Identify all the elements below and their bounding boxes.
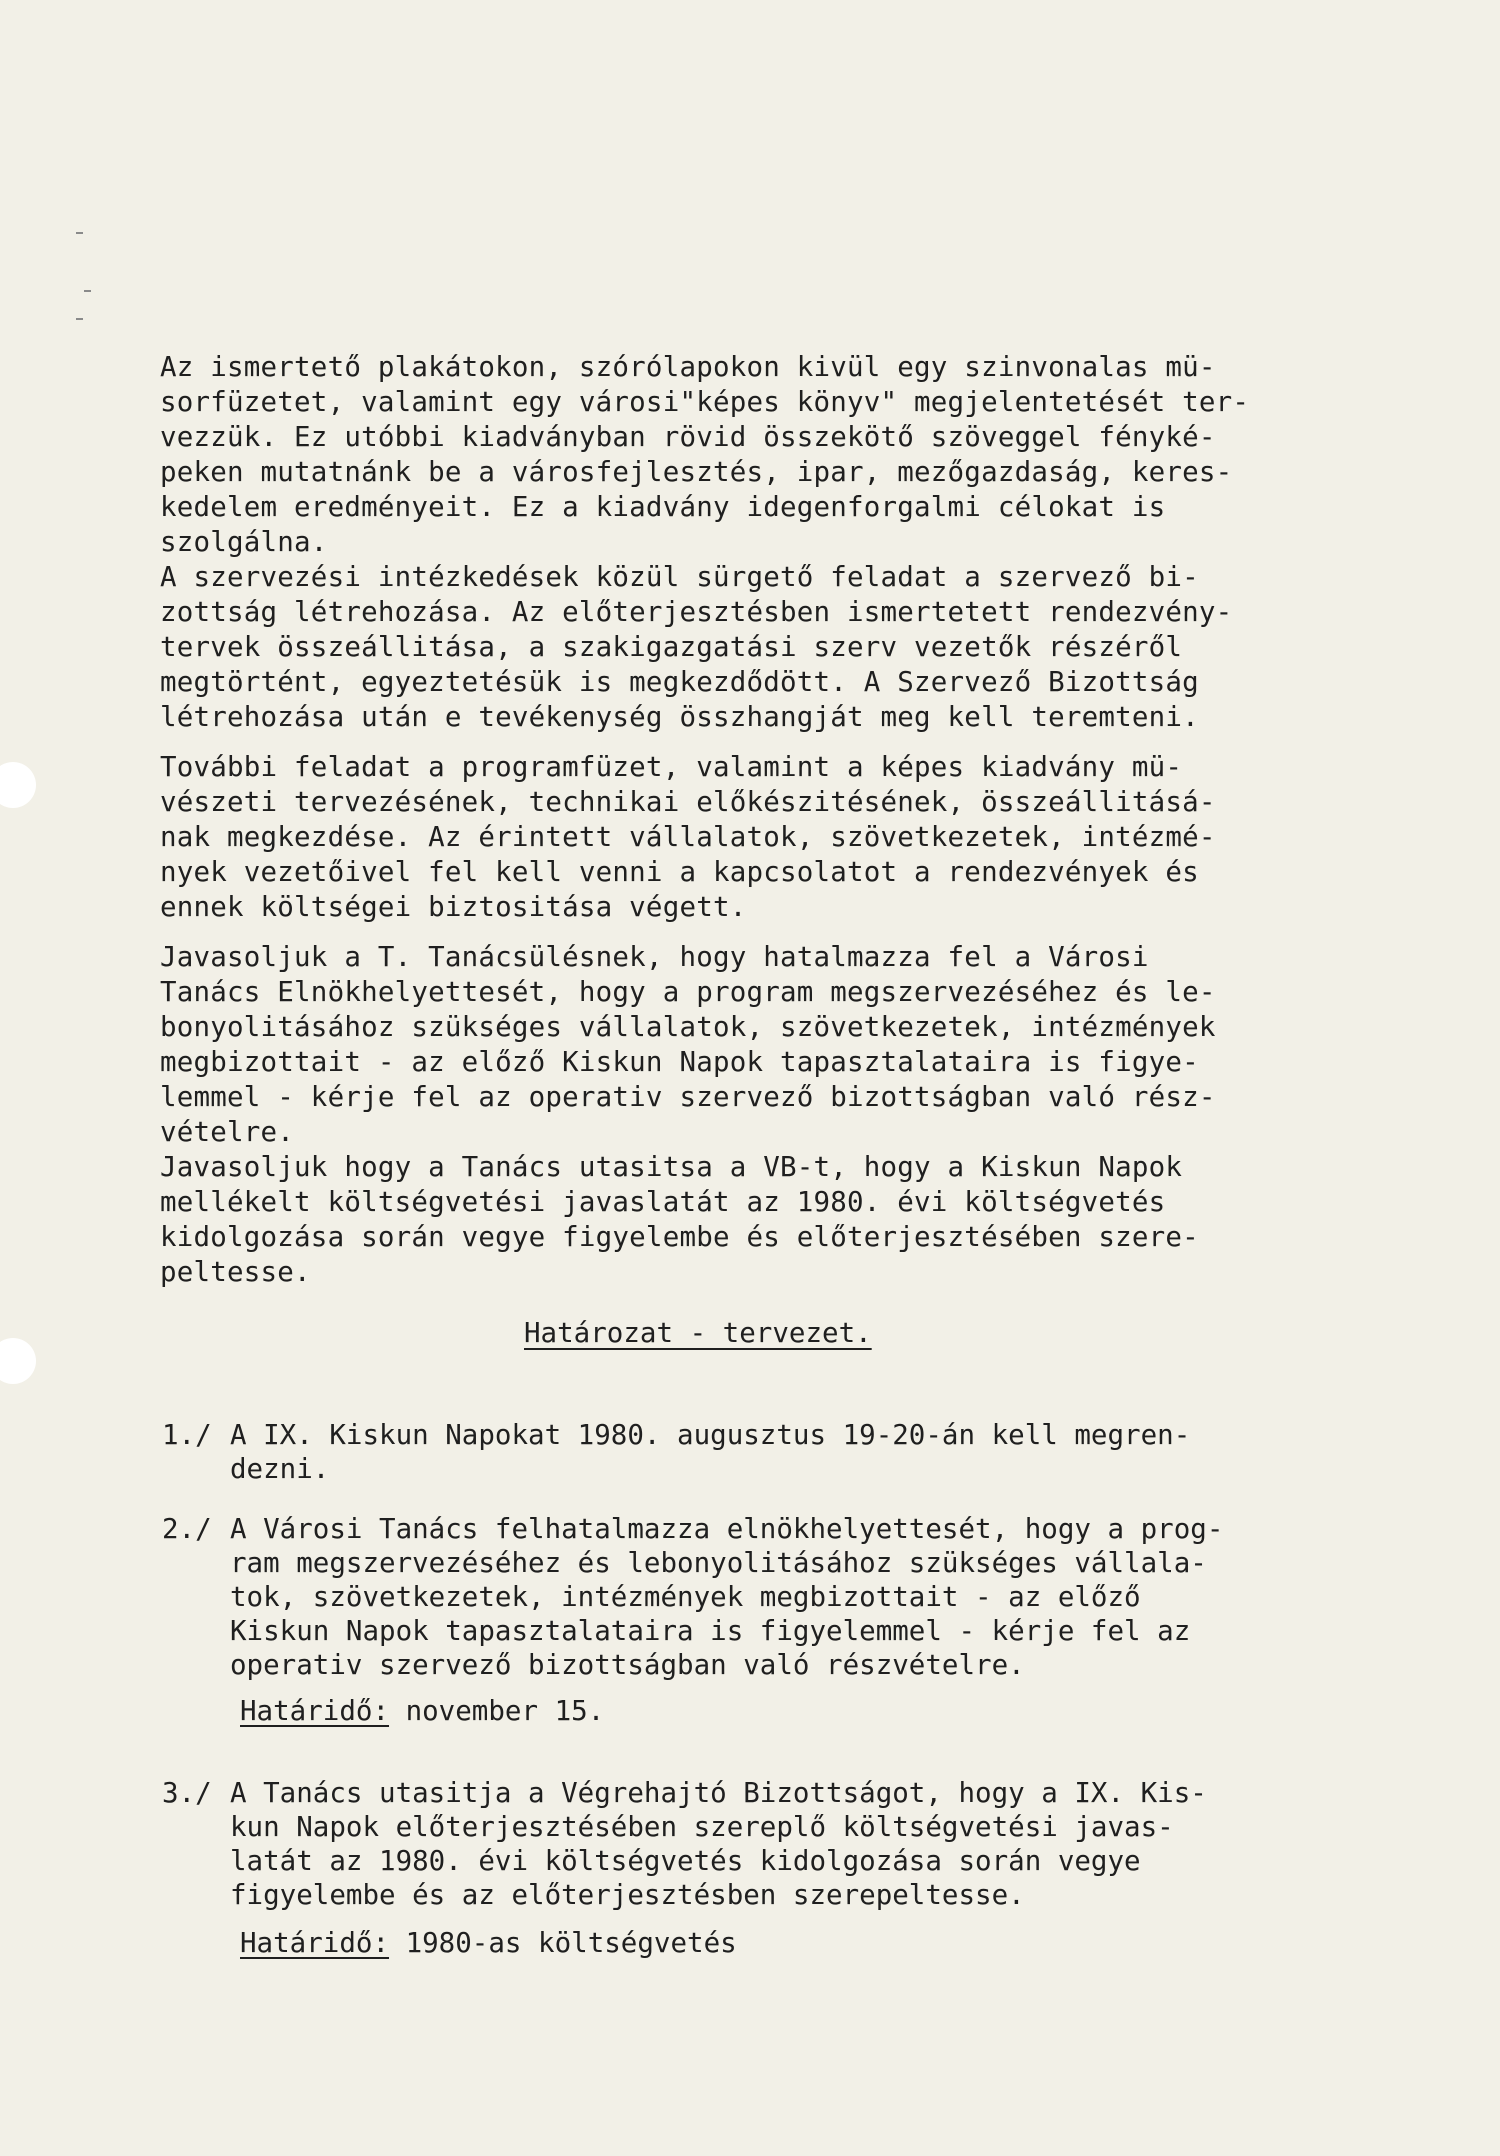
text-line: kidolgozása során vegye figyelembe és előterjesztésében szere- <box>160 1221 1199 1253</box>
text-line: A IX. Kiskun Napokat 1980. augusztus 19-20-án kell megren- <box>230 1419 1191 1451</box>
text-line: operativ szervező bizottságban való részvételre. <box>230 1649 1025 1681</box>
text-line: ennek költségei biztositása végett. <box>160 891 747 923</box>
text-line: peken mutatnánk be a városfejlesztés, ipar, mezőgazdaság, keres- <box>160 456 1233 488</box>
text-line: latát az 1980. évi költségvetés kidolgozása során vegye <box>230 1845 1141 1877</box>
text-line: nak megkezdése. Az érintett vállalatok, szövetkezetek, intézmé- <box>160 821 1216 853</box>
item-number: 2./ <box>162 1513 212 1545</box>
text-line: nyek vezetőivel fel kell venni a kapcsolatot a rendezvények és <box>160 856 1199 888</box>
paragraph-further-tasks <box>160 750 1216 925</box>
text-line: A Tanács utasitja a Végrehajtó Bizottságot, hogy a IX. Kis- <box>230 1777 1207 1809</box>
text-line: vezzük. Ez utóbbi kiadványban rövid összekötő szöveggel fényké- <box>160 421 1216 453</box>
text-line: Tanács Elnökhelyettesét, hogy a program megszervezéséhez és le- <box>160 976 1216 1008</box>
deadline-value: november 15. <box>389 1695 605 1727</box>
item-number: 3./ <box>162 1777 212 1809</box>
item-number: 1./ <box>162 1419 212 1451</box>
text-line: lemmel - kérje fel az operativ szervező bizottságban való rész- <box>160 1081 1216 1113</box>
item-text <box>230 1418 1190 1486</box>
margin-mark <box>76 232 83 234</box>
text-line: kun Napok előterjesztésében szereplő költségvetési javas- <box>230 1811 1174 1843</box>
margin-mark <box>76 318 83 320</box>
text-line: mellékelt költségvetési javaslatát az 1980. évi költségvetés <box>160 1186 1166 1218</box>
text-line: ram megszervezéséhez és lebonyolitásához szükséges vállala- <box>230 1547 1207 1579</box>
deadline-item-3 <box>240 1926 737 1960</box>
deadline-value: 1980-as költségvetés <box>389 1927 737 1959</box>
text-line: megbizottait - az előző Kiskun Napok tapasztalataira is figye- <box>160 1046 1199 1078</box>
text-line: A Városi Tanács felhatalmazza elnökhelyettesét, hogy a prog- <box>230 1513 1224 1545</box>
text-line: bonyolitásához szükséges vállalatok, szövetkezetek, intézmények <box>160 1011 1216 1043</box>
text-line: tervek összeállitása, a szakigazgatási szerv vezetők részéről <box>160 631 1183 663</box>
text-line: peltesse. <box>160 1256 311 1288</box>
deadline-label: Határidő: <box>240 1927 390 1959</box>
text-line: kedelem eredményeit. Ez a kiadvány idegenforgalmi célokat is <box>160 491 1166 523</box>
text-line: létrehozása után e tevékenység összhangját meg kell teremteni. <box>160 701 1199 733</box>
punch-hole <box>0 1338 36 1384</box>
text-line: További feladat a programfüzet, valamint a képes kiadvány mü- <box>160 751 1183 783</box>
text-line: Az ismertető plakátokon, szórólapokon kivül egy szinvonalas mü- <box>160 351 1216 383</box>
paragraph-proposals <box>160 940 1216 1290</box>
text-line: A szervezési intézkedések közül sürgető feladat a szervező bi- <box>160 561 1199 593</box>
resolution-item-1 <box>162 1418 1362 1498</box>
text-line: Kiskun Napok tapasztalataira is figyelemmel - kérje fel az <box>230 1615 1191 1647</box>
text-line: Javasoljuk a T. Tanácsülésnek, hogy hatalmazza fel a Városi <box>160 941 1149 973</box>
item-text <box>230 1512 1223 1682</box>
margin-mark <box>84 290 91 292</box>
resolution-item-2 <box>162 1512 1362 1692</box>
text-line: vételre. <box>160 1116 295 1148</box>
deadline-label: Határidő: <box>240 1695 390 1727</box>
resolution-title: Határozat - tervezet. <box>524 1317 872 1349</box>
text-line: sorfüzetet, valamint egy városi"képes könyv" megjelentetését ter- <box>160 386 1250 418</box>
text-line: zottság létrehozása. Az előterjesztésben ismertetett rendezvény- <box>160 596 1233 628</box>
paragraph-publications <box>160 350 1249 560</box>
text-line: megtörtént, egyeztetésük is megkezdődött. A Szervező Bizottság <box>160 666 1199 698</box>
paragraph-organizing-committee <box>160 560 1232 735</box>
text-line: Javasoljuk hogy a Tanács utasitsa a VB-t, hogy a Kiskun Napok <box>160 1151 1183 1183</box>
text-line: vészeti tervezésének, technikai előkészitésének, összeállitásá- <box>160 786 1216 818</box>
item-text <box>230 1776 1207 1912</box>
deadline-item-2 <box>240 1694 604 1728</box>
punch-hole <box>0 762 36 808</box>
text-line: tok, szövetkezetek, intézmények megbizottait - az előző <box>230 1581 1141 1613</box>
text-line: figyelembe és az előterjesztésben szerepeltesse. <box>230 1879 1025 1911</box>
text-line: dezni. <box>230 1453 330 1485</box>
resolution-item-3 <box>162 1776 1362 1926</box>
text-line: szolgálna. <box>160 526 328 558</box>
